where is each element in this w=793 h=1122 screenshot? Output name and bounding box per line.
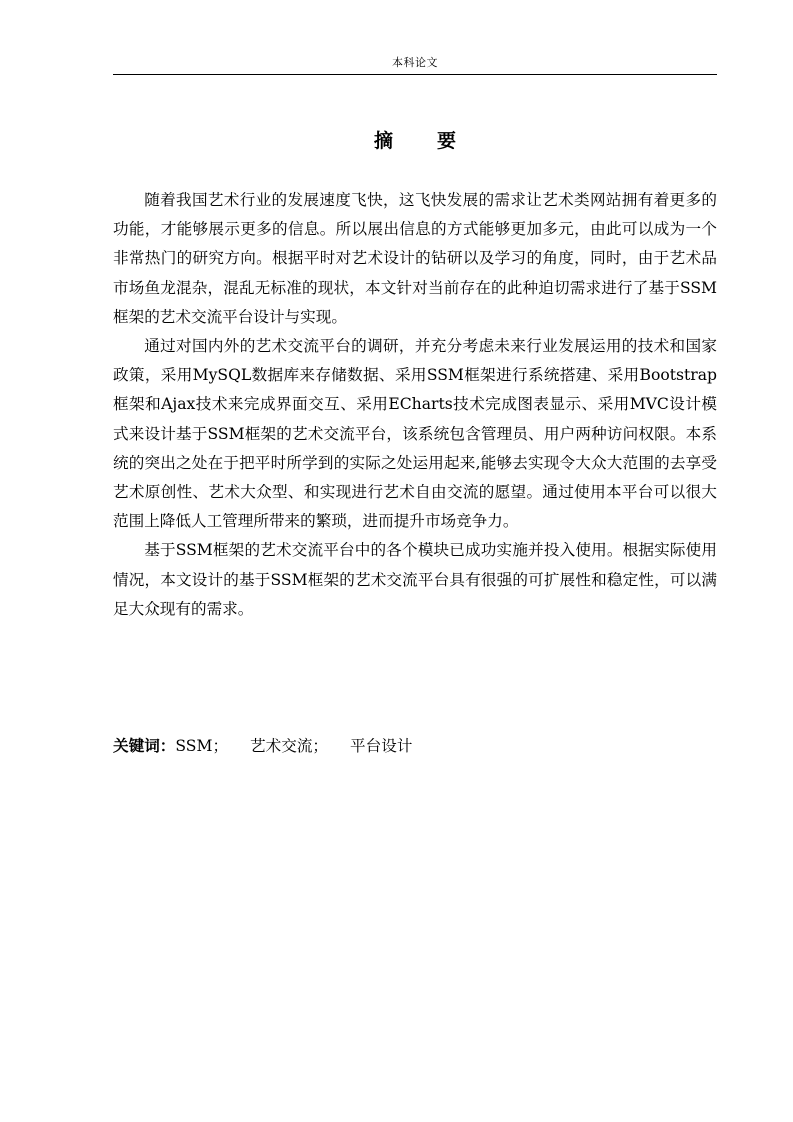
abstract-paragraph-3: 基于SSM框架的艺术交流平台中的各个模块已成功实施并投入使用。根据实际使用情况，本文设计的基于SSM框架的艺术交流平台具有很强的可扩展性和稳定性，可以满足大众现有的需求。 xyxy=(113,541,717,618)
keyword-3: 平台设计 xyxy=(350,737,413,755)
running-header: 本科论文 xyxy=(392,56,438,69)
header-rule xyxy=(113,74,717,75)
abstract-paragraph-1: 随着我国艺术行业的发展速度飞快，这飞快发展的需求让艺术类网站拥有着更多的功能，才能够展示更多的信息。所以展出信息的方式能够更加多元，由此可以成为一个非常热门的研究方向。根据平时对艺术设计的钻研以及学习的角度，同时，由于艺术品市场鱼龙混杂，混乱无标准的现状，本文针对当前存在的此种迫切需求进行了基于SSM框架的艺术交流平台设计与实现。 xyxy=(113,191,717,326)
abstract-title-char-2: 要 xyxy=(437,130,457,152)
abstract-paragraph-2: 通过对国内外的艺术交流平台的调研，并充分考虑未来行业发展运用的技术和国家政策，采用MySQL数据库来存储数据、采用SSM框架进行系统搭建、采用Bootstrap框架和Ajax技术来完成界面交互、采用ECharts技术完成图表显示、采用MVC设计模式来设计基于SSM框架的艺术交流平台，该系统包含管理员、用户两种访问权限。本系统的突出之处在于把平时所学到的实际之处运用起来,能够去实现令大众大范围的去享受艺术原创性、艺术大众型、和实现进行艺术自由交流的愿望。通过使用本平台可以很大范围上降低人工管理所带来的繁琐，进而提升市场竞争力。 xyxy=(113,337,717,531)
keywords-line xyxy=(113,731,717,761)
abstract-title-char-1: 摘 xyxy=(373,130,393,152)
abstract-body xyxy=(113,186,717,624)
keyword-2: 艺术交流； xyxy=(250,737,329,755)
keyword-1: SSM； xyxy=(175,737,229,755)
keywords-label: 关键词： xyxy=(113,736,176,755)
abstract-title xyxy=(113,128,717,154)
